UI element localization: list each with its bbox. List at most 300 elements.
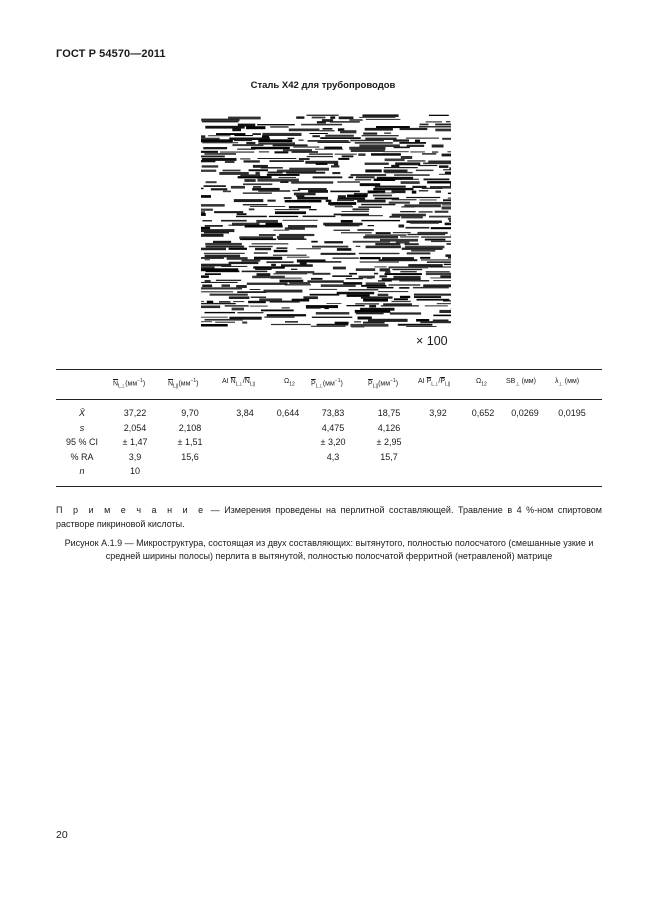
pearlite-band [225,161,235,164]
pearlite-band [275,209,300,210]
pearlite-band [308,140,349,142]
pearlite-band [256,220,278,223]
pearlite-band [398,324,433,326]
pearlite-band [385,172,413,173]
pearlite-band [232,144,263,146]
pearlite-band [349,273,357,275]
pearlite-band [448,257,451,259]
pearlite-band [219,301,230,303]
pearlite-band [406,227,430,229]
pearlite-band [243,204,267,205]
pearlite-band [400,271,416,272]
pearlite-band [288,138,295,139]
pearlite-band [277,236,304,239]
pearlite-band [321,284,356,287]
pearlite-band [410,223,439,224]
pearlite-band [208,135,230,136]
pearlite-band [276,271,315,273]
pearlite-band [313,273,331,275]
pearlite-band [206,271,240,273]
pearlite-band [259,151,269,152]
pearlite-band [426,273,451,275]
pearlite-band [307,156,333,157]
table-cell: 4,475 [321,423,345,433]
pearlite-band [270,301,300,303]
pearlite-band [243,183,272,185]
pearlite-band [301,124,342,126]
pearlite-band [325,225,360,226]
pearlite-band [399,142,426,144]
pearlite-band [275,211,306,214]
pearlite-band [276,247,287,249]
pearlite-band [379,259,418,261]
note-text: — Измерения проведены на перлитной составляющей. Травление в 4 %-ном спиртовом растворе пикриновой кислоты. [56,505,602,529]
pearlite-band [414,294,451,296]
pearlite-band [383,151,409,152]
pearlite-band [443,169,451,170]
pearlite-band [425,239,446,241]
pearlite-band [330,121,360,122]
pearlite-band [356,246,361,247]
pearlite-band [450,183,451,186]
pearlite-band [257,273,271,276]
pearlite-band [371,153,401,156]
pearlite-band [365,169,381,172]
pearlite-band [335,154,357,155]
pearlite-band [296,248,321,249]
pearlite-band [221,266,247,267]
pearlite-band [203,147,227,149]
magnification-label: × 100 [416,334,448,348]
pearlite-band [385,271,390,273]
table-cell: ± 1,51 [177,437,203,447]
pearlite-band [289,206,311,209]
pearlite-band [442,206,451,209]
pearlite-band [288,225,317,228]
pearlite-band [275,151,289,153]
pearlite-band [330,191,360,193]
col-header-ai-p: AI $\overline{P}_{L\perp}/\overline{P}_{L||}$ [418,378,451,388]
pearlite-band [237,291,266,293]
pearlite-band [442,138,451,140]
pearlite-band [357,229,373,231]
col-header-sb: $SB_\perp$ (мм) [506,378,536,388]
pearlite-band [261,167,283,168]
pearlite-band [282,307,290,308]
pearlite-band [202,220,212,222]
pearlite-band [307,280,343,283]
pearlite-band [307,115,339,116]
pearlite-band [267,174,300,176]
pearlite-band [310,133,328,134]
pearlite-band [374,266,386,267]
pearlite-band [342,211,369,212]
pearlite-band [283,220,318,221]
pearlite-band [205,273,221,275]
pearlite-band [201,306,220,309]
pearlite-band [205,126,244,129]
pearlite-band [221,220,247,222]
pearlite-band [377,193,394,194]
pearlite-band [229,225,244,226]
pearlite-band [389,202,410,204]
pearlite-band [266,261,293,263]
pearlite-band [367,287,394,289]
pearlite-band [363,322,385,324]
pearlite-band [249,169,268,171]
pearlite-band [392,269,422,270]
pearlite-band [340,130,356,133]
col-header-p-perp: $\overline{P}_{L\perp}(мм^{-1})$ [311,378,343,390]
pearlite-band [291,181,333,183]
pearlite-band [279,177,297,178]
pearlite-band [408,234,446,235]
pearlite-band [311,278,323,280]
pearlite-band [264,317,294,318]
pearlite-band [271,278,302,279]
pearlite-band [261,310,294,312]
pearlite-band [353,241,390,243]
figure-caption: Рисунок А.1.9 — Микроструктура, состоящая из двух составляющих: вытянутого, полностью полосчатого (смешанные узкие и средней ширины полосы) перлита в вытянутой, полностью полосчатой ферритной (нетравленой) матрице [64,538,594,561]
pearlite-band [407,160,425,161]
pearlite-band [423,163,451,165]
pearlite-band [309,209,317,210]
pearlite-band [202,142,238,143]
pearlite-band [367,278,373,279]
pearlite-band [423,284,451,287]
pearlite-band [355,303,379,304]
pearlite-band [201,301,204,302]
pearlite-band [205,255,241,258]
pearlite-band [232,129,241,132]
pearlite-band [445,223,451,226]
pearlite-band [234,199,263,202]
pearlite-band [210,294,248,296]
pearlite-band [292,190,300,191]
pearlite-band [337,181,360,182]
pearlite-band [201,188,204,190]
pearlite-band [324,241,343,243]
pearlite-band [356,312,384,314]
pearlite-band [437,303,451,304]
pearlite-band [204,185,226,187]
pearlite-band [237,312,263,313]
pearlite-band [355,179,371,180]
pearlite-band [252,243,289,244]
pearlite-band [245,225,283,228]
pearlite-band [399,280,429,282]
pearlite-band [407,252,431,254]
table-cell: 2,108 [178,423,202,433]
pearlite-band [430,278,451,279]
pearlite-band [306,307,321,308]
pearlite-band [448,218,451,220]
pearlite-band [394,298,408,300]
pearlite-band [373,188,413,190]
pearlite-band [326,200,332,202]
pearlite-band [390,312,421,314]
pearlite-band [342,155,354,157]
page-number: 20 [56,829,68,841]
pearlite-band [201,209,213,211]
pearlite-band [389,266,429,268]
pearlite-band [257,158,296,159]
pearlite-band [432,145,444,148]
pearlite-band [289,129,320,132]
pearlite-band [375,198,400,200]
pearlite-band [443,199,451,201]
pearlite-band [240,174,260,176]
pearlite-band [285,284,311,285]
pearlite-band [389,216,400,218]
pearlite-band [285,200,322,203]
pearlite-band [244,160,260,162]
pearlite-band [356,268,375,271]
pearlite-band [264,290,303,293]
pearlite-band [366,246,401,249]
pearlite-band [205,312,236,313]
pearlite-band [270,126,288,128]
pearlite-band [248,301,266,303]
pearlite-band [201,317,228,318]
pearlite-band [351,174,387,176]
pearlite-band [419,126,451,128]
col-header-omega-2: $\Omega_{12}$ [476,378,487,388]
pearlite-band [363,236,398,239]
pearlite-band [316,312,350,314]
pearlite-band [427,181,451,183]
pearlite-band [317,121,326,123]
pearlite-band [201,213,206,216]
pearlite-band [274,250,288,252]
table-cell: 0,0195 [558,408,586,418]
pearlite-band [406,138,439,139]
pearlite-band [374,179,396,181]
pearlite-band [201,321,212,322]
pearlite-band [393,232,411,233]
pearlite-band [428,161,451,163]
pearlite-band [361,296,393,298]
pearlite-band [201,160,215,162]
pearlite-band [449,220,451,222]
col-header-omega-1: $\Omega_{12}$ [284,378,295,388]
pearlite-band [416,170,434,172]
pearlite-band [278,239,307,240]
table-cell: 18,75 [377,408,401,418]
pearlite-band [268,200,276,202]
pearlite-band [429,115,449,116]
pearlite-band [420,124,429,126]
pearlite-band [222,284,231,287]
pearlite-band [201,195,211,198]
pearlite-band [381,305,419,306]
pearlite-band [349,177,354,179]
pearlite-band [211,188,228,190]
pearlite-band [379,275,387,277]
pearlite-band [250,206,285,207]
pearlite-band [251,297,266,299]
pearlite-band [202,121,239,123]
pearlite-band [414,296,441,298]
pearlite-band [313,176,343,178]
pearlite-band [201,275,209,278]
pearlite-band [266,223,283,225]
pearlite-band [312,317,352,318]
pearlite-band [205,225,223,227]
pearlite-band [400,128,428,130]
pearlite-band [411,250,435,252]
pearlite-band [327,303,342,304]
table-cell: 3,9 [128,452,142,462]
pearlite-band [363,133,377,135]
pearlite-band [401,216,423,219]
pearlite-band [394,174,430,175]
table-cell: 9,70 [181,408,199,418]
pearlite-band [273,230,289,231]
pearlite-band [320,130,335,131]
pearlite-band [378,291,408,292]
pearlite-band [201,257,224,259]
pearlite-band [427,261,451,263]
pearlite-band [376,232,391,234]
pearlite-band [435,211,449,213]
pearlite-band [406,326,436,327]
pearlite-band [365,128,393,131]
pearlite-band [392,199,417,200]
pearlite-band [234,139,252,141]
pearlite-band [413,287,449,289]
table-cell: 0,644 [276,408,300,418]
pearlite-band [233,301,244,302]
pearlite-band [223,191,231,193]
pearlite-band [259,234,276,236]
pearlite-band [310,294,340,296]
table-header-rule [56,399,602,400]
col-header-lambda: $\lambda_\perp$ (мм) [555,378,580,388]
pearlite-band [236,216,267,218]
pearlite-band [206,181,217,183]
pearlite-band [431,227,451,229]
table-cell: 4,126 [377,423,401,433]
pearlite-band [351,149,385,152]
pearlite-band [374,273,378,275]
pearlite-band [433,280,451,281]
standard-number: ГОСТ Р 54570—2011 [56,48,166,60]
pearlite-band [401,206,414,207]
row-label: 95 % CI [65,437,98,447]
pearlite-band [330,116,335,118]
pearlite-band [373,195,392,197]
pearlite-band [349,289,379,291]
pearlite-band [297,197,328,200]
pearlite-band [289,282,310,284]
pearlite-band [205,259,210,260]
pearlite-band [243,192,272,194]
pearlite-band [399,225,405,228]
pearlite-band [281,264,313,267]
pearlite-band [311,241,317,243]
pearlite-band [420,200,437,201]
pearlite-band [232,308,244,311]
pearlite-band [299,158,310,160]
pearlite-band [375,243,400,245]
pearlite-band [339,117,354,120]
pearlite-band [254,252,268,253]
pearlite-band [246,126,265,129]
pearlite-band [250,306,268,307]
table-cell: ± 2,95 [376,437,402,447]
pearlite-band [415,140,420,143]
pearlite-band [311,326,346,327]
table-cell: 37,22 [123,408,147,418]
pearlite-band [237,149,255,150]
pearlite-band [287,257,310,258]
pearlite-band [443,300,451,301]
pearlite-band [206,246,245,248]
pearlite-band [363,114,399,117]
pearlite-band [303,216,336,218]
row-label: % RA [70,452,94,462]
pearlite-band [253,186,261,188]
pearlite-band [251,147,290,150]
pearlite-band [376,126,410,128]
pearlite-band [279,234,314,236]
pearlite-band [365,163,389,165]
pearlite-band [419,211,433,212]
pearlite-band [446,121,450,122]
pearlite-band [357,200,385,203]
table-cell: 2,054 [123,423,147,433]
pearlite-band [201,303,236,304]
pearlite-band [225,305,249,306]
figure-title: Сталь Х42 для трубопроводов [250,80,396,91]
pearlite-band [298,188,327,190]
pearlite-band [418,232,448,234]
pearlite-band [204,153,236,155]
pearlite-band [252,133,261,135]
pearlite-band [368,319,408,322]
pearlite-band [242,271,268,273]
pearlite-band [419,190,428,192]
pearlite-band [284,197,292,199]
pearlite-band [420,257,430,259]
pearlite-band [359,117,395,118]
pearlite-band [252,188,280,191]
pearlite-band [201,156,225,158]
pearlite-band [435,129,451,132]
pearlite-band [362,135,399,136]
pearlite-band [321,253,356,255]
pearlite-band [445,254,451,257]
pearlite-band [255,269,272,270]
pearlite-band [323,128,333,130]
pearlite-band [385,273,422,275]
pearlite-band [431,241,451,242]
pearlite-band [205,243,242,245]
pearlite-band [201,135,205,138]
pearlite-band [442,154,451,157]
pearlite-band [422,153,436,155]
pearlite-band [347,195,367,198]
pearlite-band [255,248,271,250]
pearlite-band [334,230,351,231]
col-header-n-perp: $\overline{N}_{L\perp}(мм^{-1})$ [113,378,146,390]
pearlite-band [365,234,406,235]
pearlite-band [350,140,384,142]
pearlite-band [392,301,411,302]
pearlite-band [439,310,451,313]
pearlite-band [439,165,448,168]
